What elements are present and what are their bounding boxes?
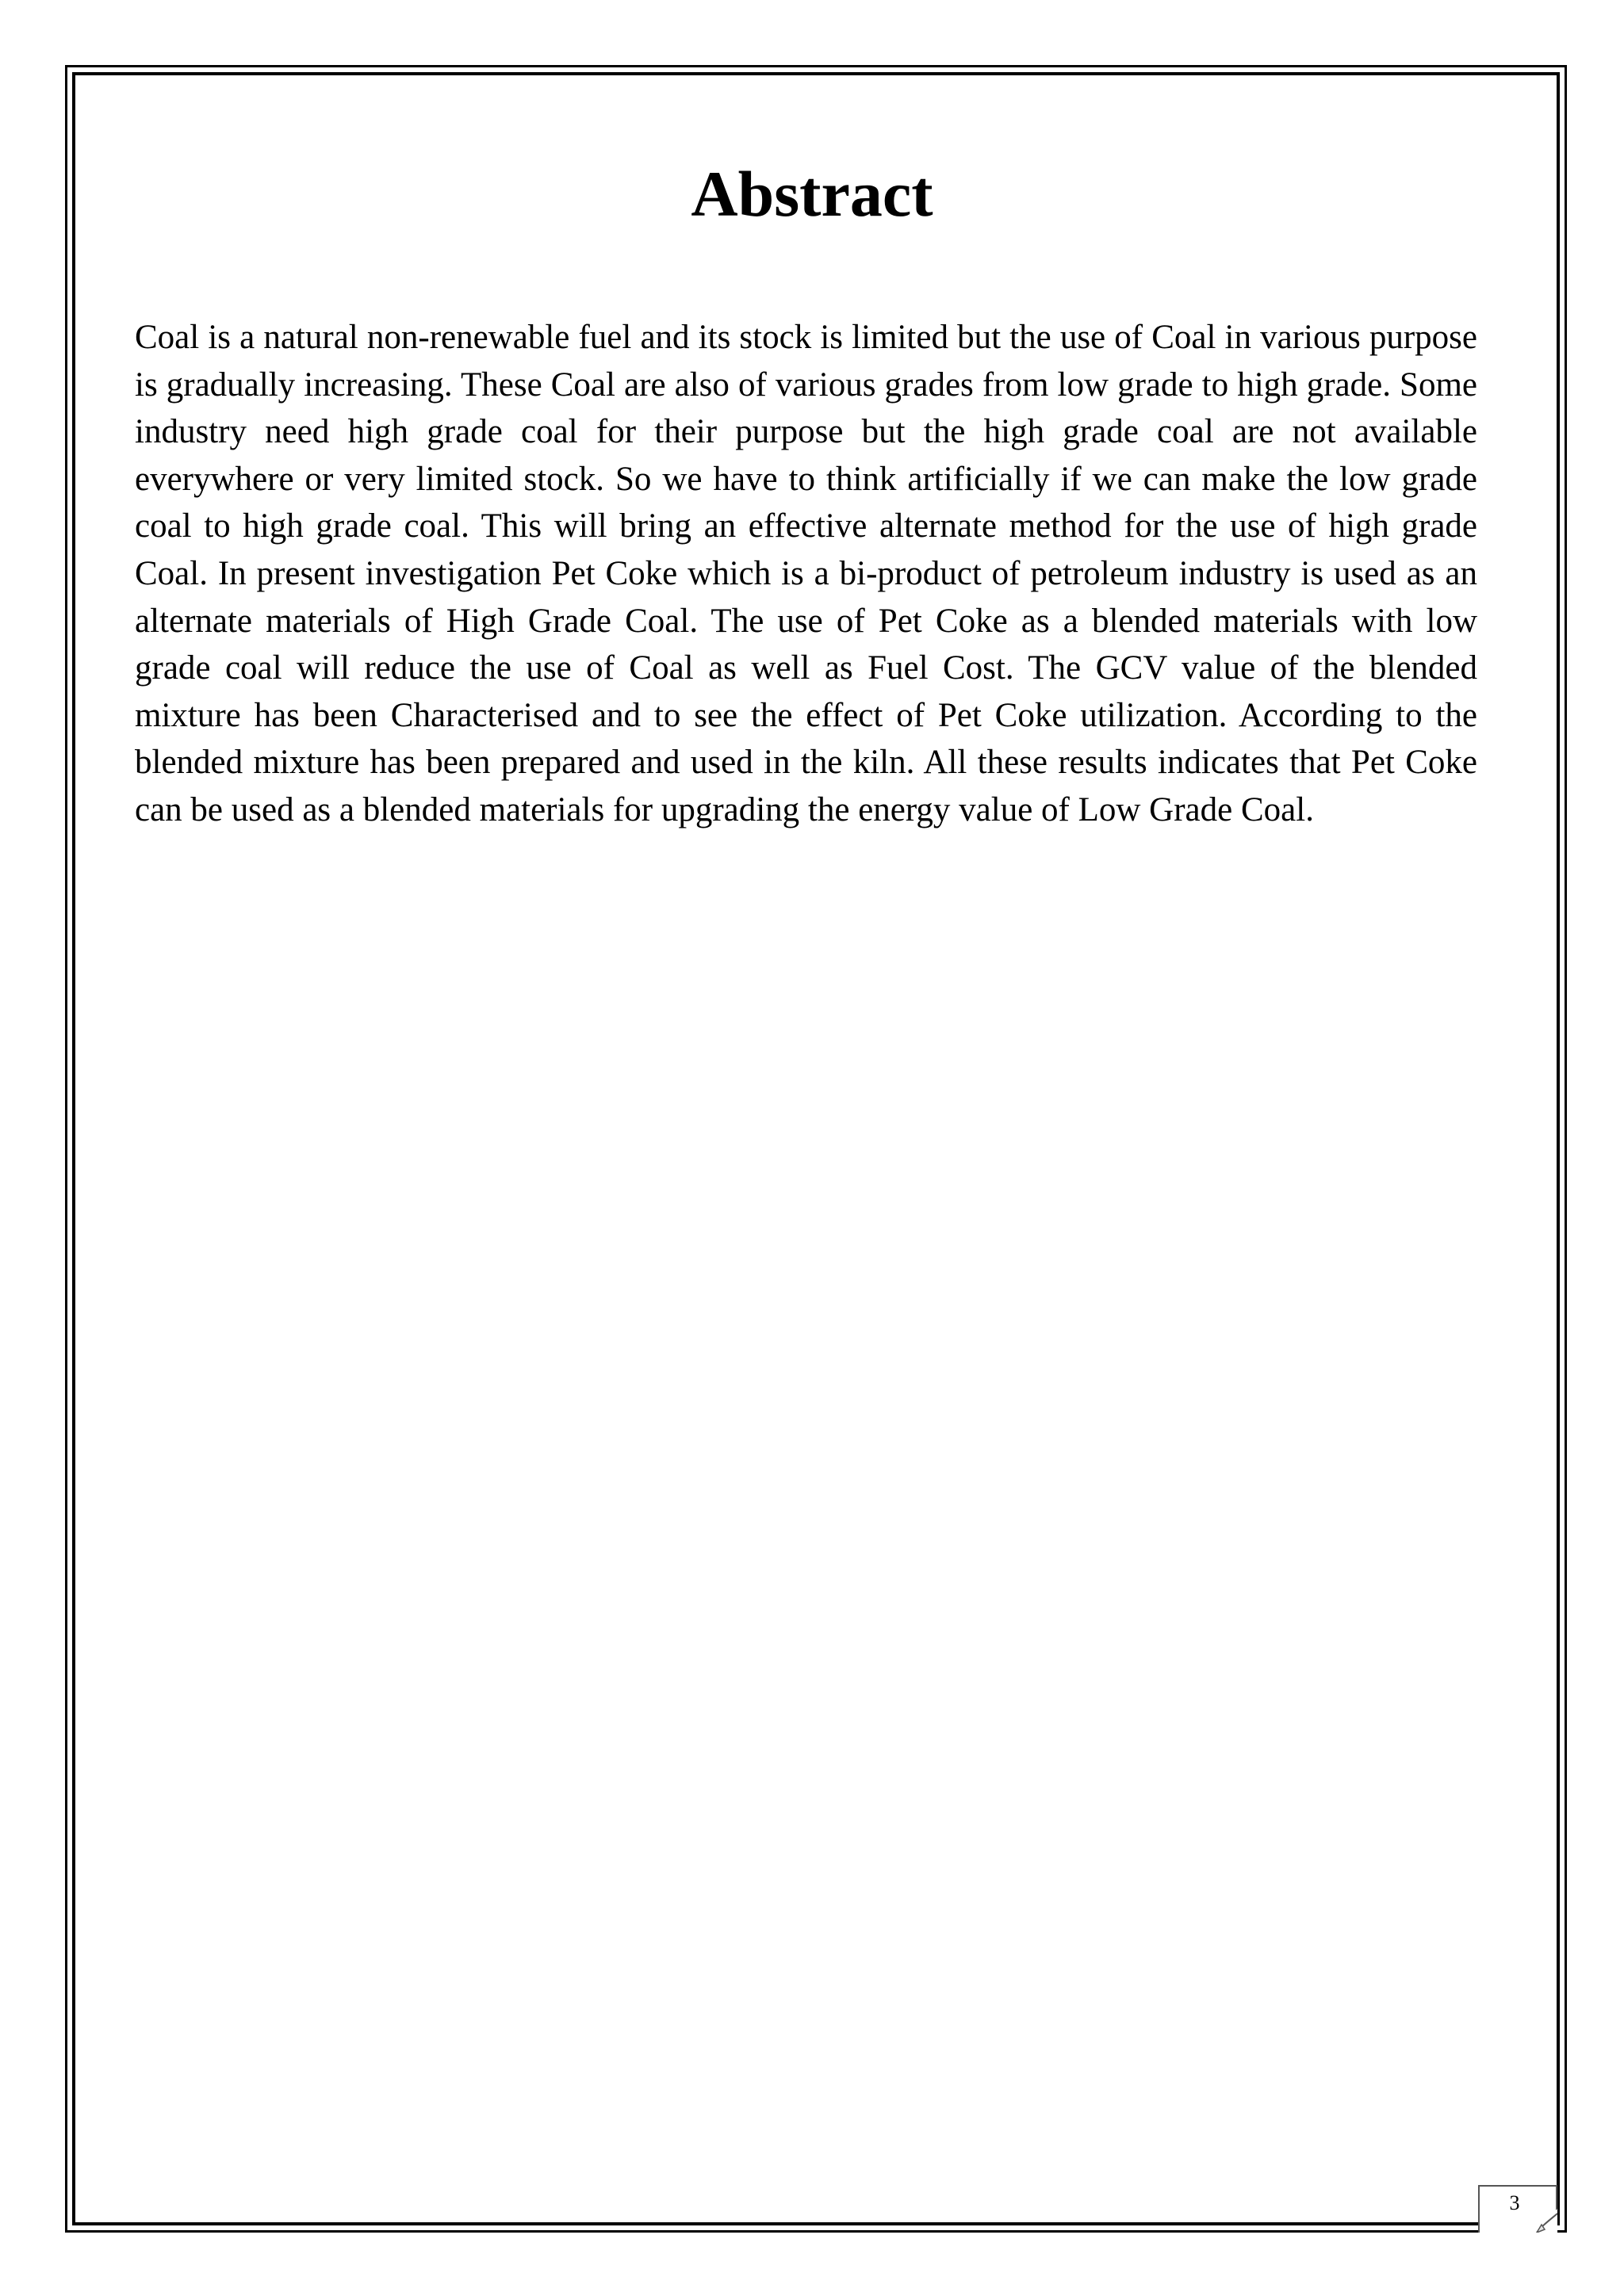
- page-number-box: [1478, 2185, 1557, 2233]
- page-number: 3: [1509, 2191, 1520, 2214]
- page-title: Abstract: [691, 158, 933, 230]
- page-curl-icon: [1534, 2209, 1557, 2233]
- abstract-paragraph: Coal is a natural non-renewable fuel and its stock is limited but the use of Coal in various purpose is gradually increasing. These Coal are also of various grades from low grade to high grade. Some industry need high grade coal for their purpose but the high grade coal are not available everywhere or very limited stock. So we have to think artificially if we can make the low grade coal to high grade coal. This will bring an effective alternate method for the use of high grade Coal. In present investigation Pet Coke which is a bi-product of petroleum industry is used as an alternate materials of High Grade Coal. The use of Pet Coke as a blended materials with low grade coal will reduce the use of Coal as well as Fuel Cost. The GCV value of the blended mixture has been Characterised and to see the effect of Pet Coke utilization. According to the blended mixture has been prepared and used in the kiln. All these results indicates that Pet Coke can be used as a blended materials for upgrading the energy value of Low Grade Coal.: [135, 319, 1477, 828]
